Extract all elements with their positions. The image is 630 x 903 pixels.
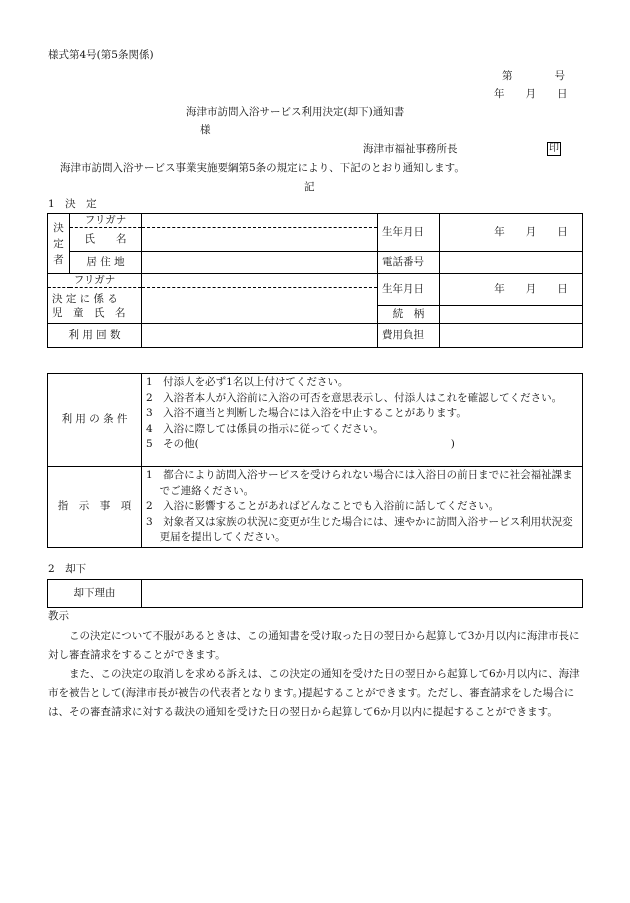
document-title: 海津市訪問入浴サービス利用決定(却下)通知書 xyxy=(186,106,405,118)
document-number: 第 号 xyxy=(502,70,565,82)
relation-field[interactable] xyxy=(440,306,583,324)
name-label: 氏 名 xyxy=(70,228,142,252)
child-birthdate-label: 生年月日 xyxy=(378,274,440,306)
child-name-label: 決 定 に 係 る 児 童 氏 名 xyxy=(48,288,142,324)
notice-heading: 教示 xyxy=(48,610,69,622)
notice-paragraph-2: また、この決定の取消しを求める訴えは、この決定の通知を受けた日の翌日から起算して6か月以内に、海津市を被告として(海津市長が被告の代表者となります。)提起することができます。ただし、審査請求をした場合には、その審査請求に対する裁決の通知を受けた日の翌日から起算して6か月以内に提起することができます。 xyxy=(48,668,580,718)
birthdate-field[interactable]: 年 月 日 xyxy=(440,214,583,252)
phone-label: 電話番号 xyxy=(378,252,440,274)
rejection-reason-label: 却下理由 xyxy=(48,580,142,608)
birthdate-label: 生年月日 xyxy=(378,214,440,252)
condition-item: 5 その他( ) xyxy=(146,438,455,450)
section-2-heading: 2 却下 xyxy=(48,563,87,575)
usage-count-field[interactable] xyxy=(142,324,378,348)
address-label: 居 住 地 xyxy=(70,252,142,274)
child-name-field[interactable] xyxy=(142,288,378,324)
addressee-suffix: 様 xyxy=(200,124,211,136)
condition-item: 3 入浴不適当と判断した場合には入浴を中止することがあります。 xyxy=(146,407,467,419)
conditions-list xyxy=(142,374,583,467)
instruction-item: 1 都合により訪問入浴サービスを受けられない場合には入浴日の前日までに社会福祉課までご連絡ください。 xyxy=(146,469,573,497)
condition-item: 4 入浴に際しては係員の指示に従ってください。 xyxy=(146,422,384,435)
furigana-field[interactable] xyxy=(142,214,378,228)
instructions-label: 指 示 事 項 xyxy=(48,467,142,548)
child-birthdate-field[interactable]: 年 月 日 xyxy=(440,274,583,306)
issuer-name: 海津市福祉事務所長 xyxy=(363,143,458,155)
child-furigana-field[interactable] xyxy=(142,274,378,288)
address-field[interactable] xyxy=(142,252,378,274)
condition-item: 2 入浴者本人が入浴前に入浴の可否を意思表示し、付添人はこれを確認してください。 xyxy=(146,391,563,404)
name-field[interactable] xyxy=(142,228,378,252)
rejection-reason-field[interactable] xyxy=(142,580,583,608)
rejection-table xyxy=(47,579,583,608)
condition-item: 1 付添人を必ず1名以上付けてください。 xyxy=(146,376,349,388)
furigana-label: フリガナ xyxy=(70,214,142,228)
cost-field[interactable] xyxy=(440,324,583,348)
child-furigana-label: フリガナ xyxy=(48,274,142,288)
decider-label: 決定者 xyxy=(48,214,70,274)
instruction-item: 2 入浴に影響することがあればどんなことでも入浴前に話してください。 xyxy=(146,500,500,512)
decision-table xyxy=(47,213,583,348)
form-number-label: 様式第4号(第5条関係) xyxy=(48,49,154,61)
conditions-table xyxy=(47,373,583,548)
seal-mark: 印 xyxy=(549,143,559,154)
notice-paragraph-1: この決定について不服があるときは、この通知書を受け取った日の翌日から起算して3か月以内に海津市長に対し審査請求をすることができます。 xyxy=(48,630,580,661)
cost-label: 費用負担 xyxy=(378,324,440,348)
usage-count-label: 利 用 回 数 xyxy=(48,324,142,348)
phone-field[interactable] xyxy=(440,252,583,274)
relation-label: 続 柄 xyxy=(378,306,440,324)
section-1-heading: 1 決 定 xyxy=(48,198,97,210)
notice-body xyxy=(48,627,588,722)
ki-heading: 記 xyxy=(304,181,315,193)
issue-date: 年 月 日 xyxy=(494,88,568,100)
instruction-item: 3 対象者又は家族の状況に変更が生じた場合には、速やかに訪問入浴サービス利用状況変更届を提出してください。 xyxy=(146,515,573,543)
conditions-label: 利 用 の 条 件 xyxy=(48,374,142,467)
instructions-list xyxy=(142,467,583,548)
intro-text: 海津市訪問入浴サービス事業実施要綱第5条の規定により、下記のとおり通知します。 xyxy=(60,162,465,174)
